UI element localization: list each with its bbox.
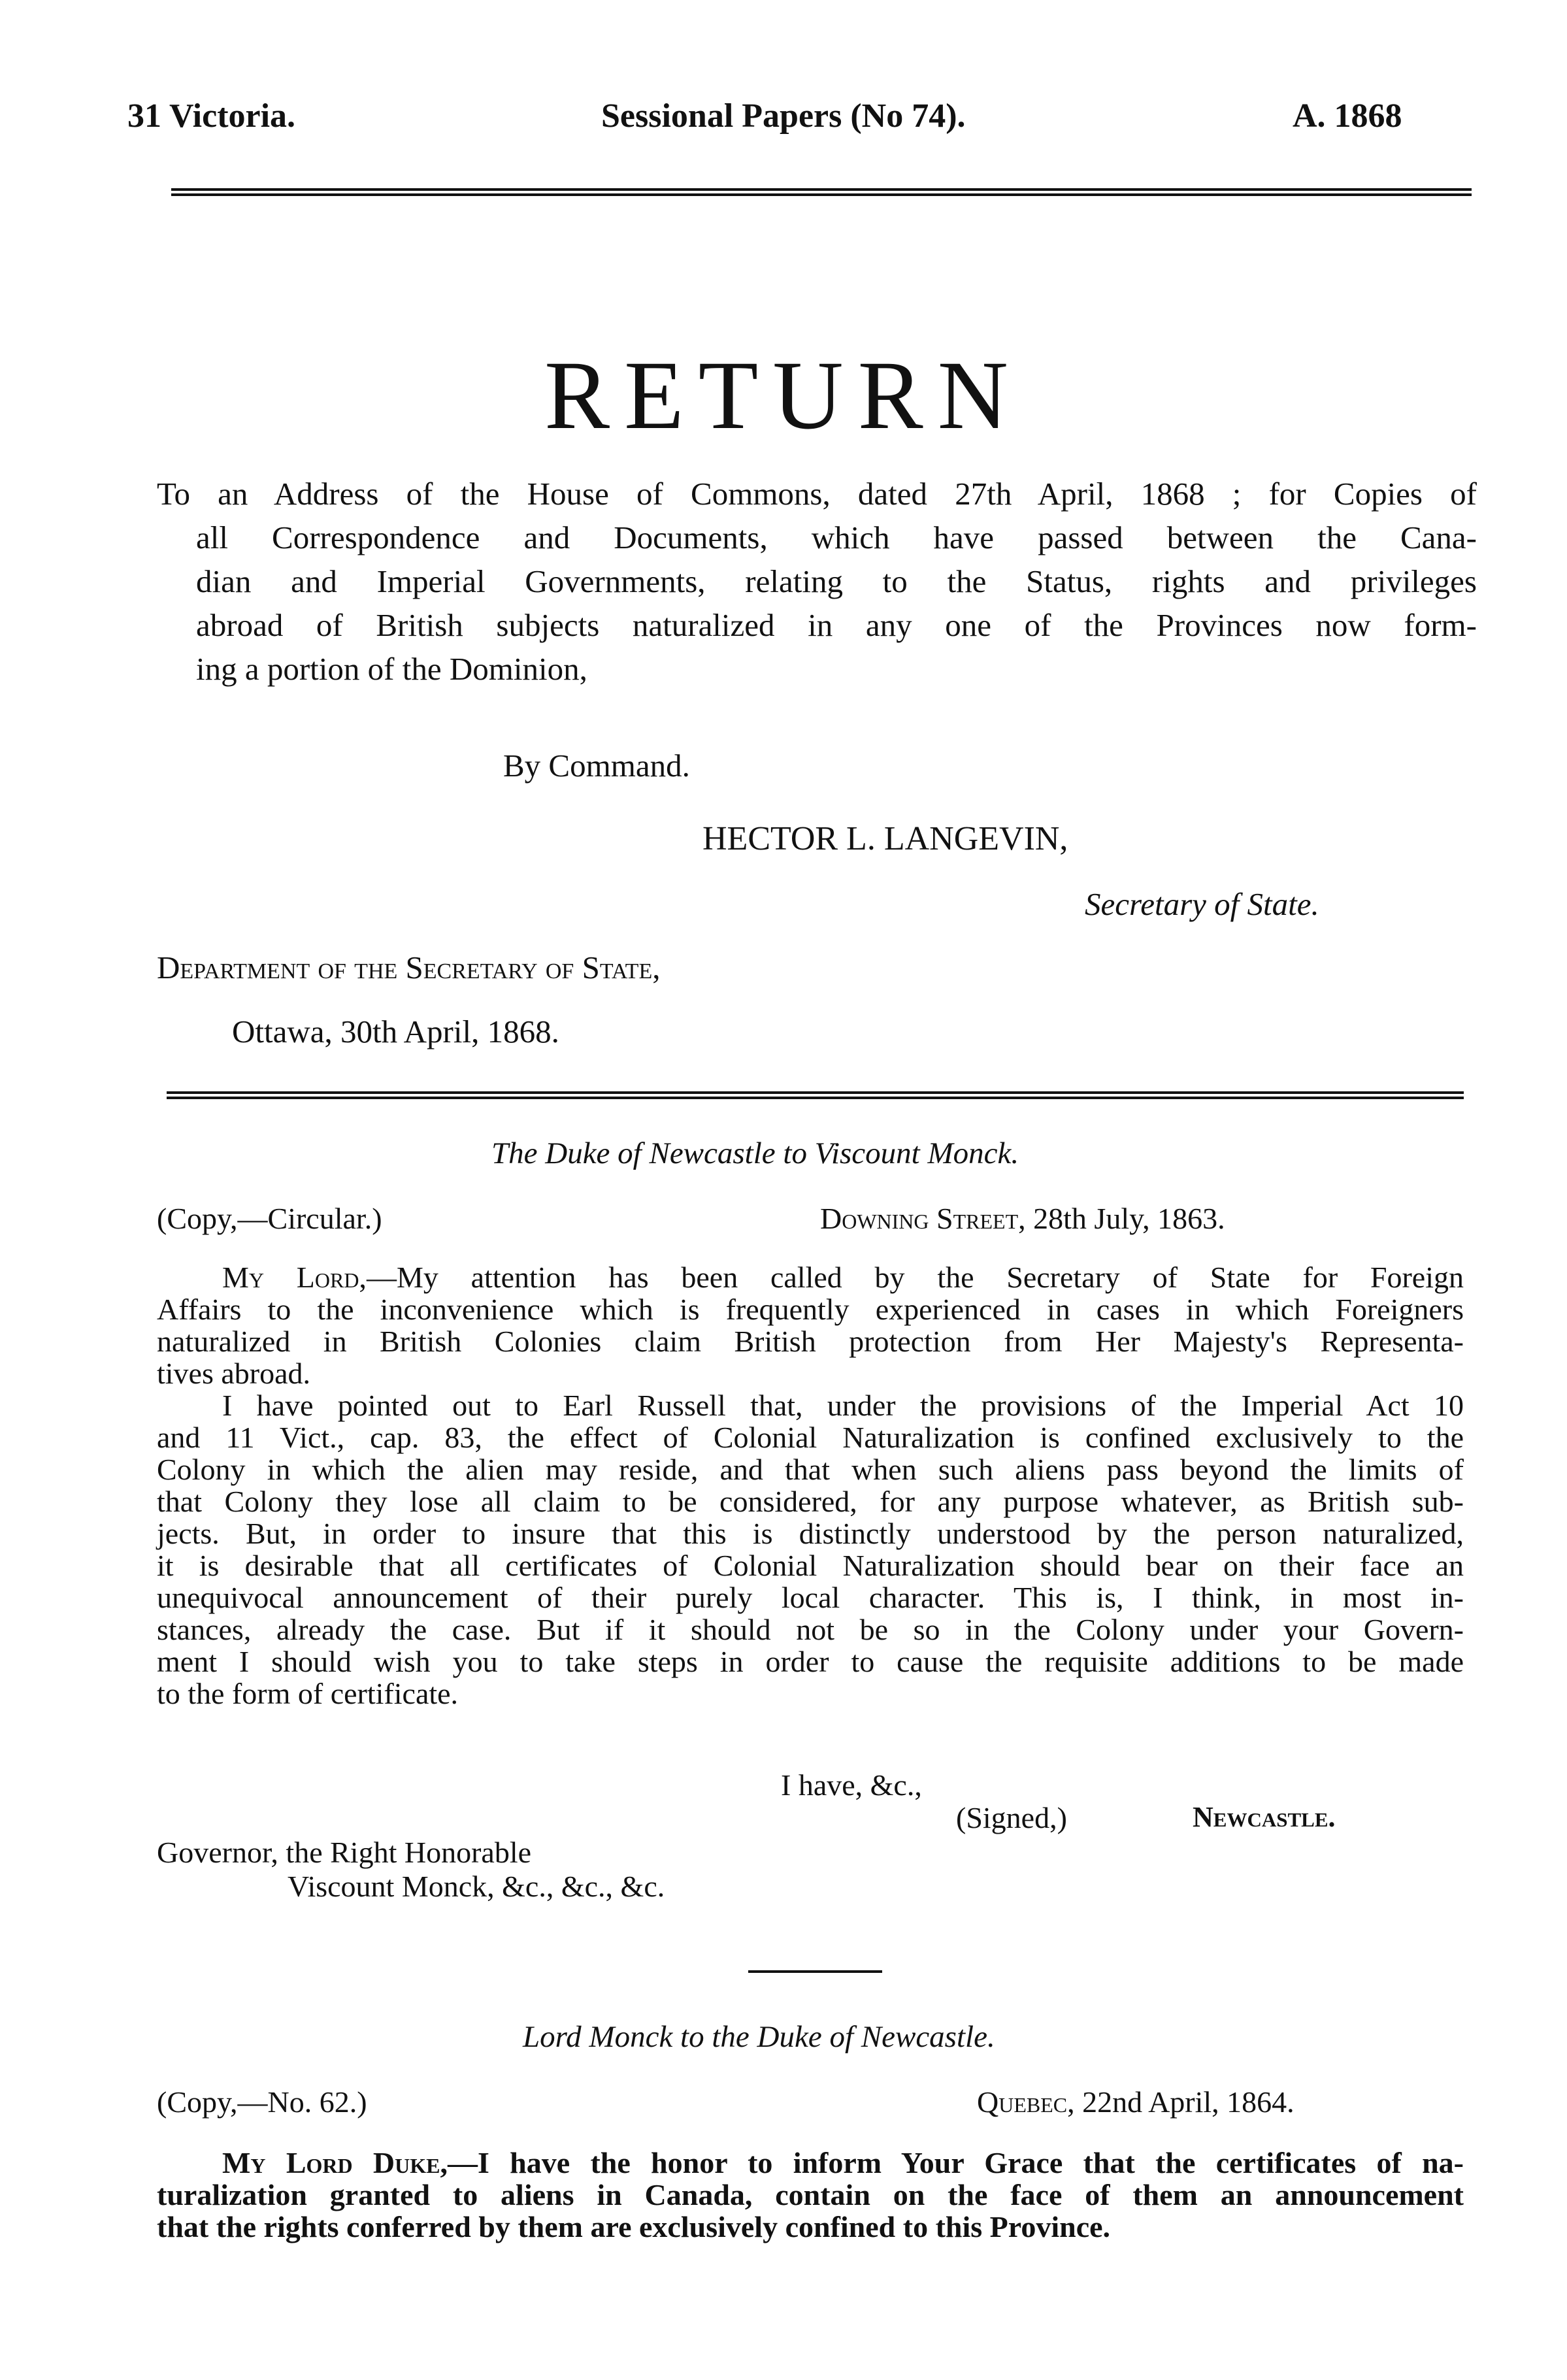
letter1-line: tives abroad. <box>157 1357 311 1390</box>
header-double-rule <box>171 188 1472 196</box>
letter2-line: that the rights conferred by them are exclusively confined to this Province. <box>157 2210 1111 2243</box>
letter2-heading: Lord Monck to the Duke of Newcastle. <box>523 2020 995 2054</box>
letter1-signed: (Signed,) <box>956 1801 1067 1834</box>
letter2-dateline <box>977 2085 1295 2119</box>
letter1-copy-label: (Copy,—Circular.) <box>157 1202 382 1235</box>
letter2-dateline-place: Quebec, <box>977 2085 1075 2119</box>
letter2-salutation: My Lord Duke, <box>222 2146 448 2179</box>
letter1-line: that Colony they lose all claim to be considered, for any purpose whatever, as British sub- <box>157 1485 1464 1518</box>
letter1-dateline-date: 28th July, 1863. <box>1025 1202 1225 1235</box>
header-sessional-papers: Sessional Papers (No 74). <box>601 97 966 135</box>
letter1-dateline-place: Downing Street, <box>820 1202 1026 1235</box>
header-year: A. 1868 <box>1293 97 1402 135</box>
letter1-salutation: My Lord, <box>222 1261 367 1294</box>
letter1-heading: The Duke of Newcastle to Viscount Monck. <box>491 1136 1019 1170</box>
letter1-closing: I have, &c., <box>781 1768 922 1802</box>
letter1-line: Colony in which the alien may reside, and that when such aliens pass beyond the limits of <box>157 1453 1464 1486</box>
letter2-copy-label: (Copy,—No. 62.) <box>157 2085 367 2119</box>
letter2-line: turalization granted to aliens in Canada, contain on the face of them an announcement <box>157 2178 1464 2211</box>
address-line: To an Address of the House of Commons, dated 27th April, 1868 ; for Copies of <box>157 476 1477 512</box>
letter1-line: to the form of certificate. <box>157 1677 459 1710</box>
address-line: dian and Imperial Governments, relating to the Status, rights and privileges <box>196 563 1477 599</box>
address-paragraph <box>157 472 1477 691</box>
section-double-rule <box>167 1091 1464 1099</box>
signatory-title: Secretary of State. <box>1085 886 1319 922</box>
letter-separator-rule <box>748 1970 882 1973</box>
letter1-line: I have pointed out to Earl Russell that, under the provisions of the Imperial Act 10 <box>222 1389 1464 1422</box>
letter1-addressee-line1: Governor, the Right Honorable <box>157 1836 532 1869</box>
letter1-addressee-line2: Viscount Monck, &c., &c., &c. <box>288 1870 665 1903</box>
letter1-line: ment I should wish you to take steps in order to cause the requisite additions to be made <box>157 1645 1464 1678</box>
letter1-line: jects. But, in order to insure that this is distinctly understood by the person naturalized, <box>157 1517 1464 1550</box>
letter1-line: and 11 Vict., cap. 83, the effect of Colonial Naturalization is confined exclusively to the <box>157 1421 1464 1454</box>
by-command: By Command. <box>503 748 690 784</box>
letter1-line: Affairs to the inconvenience which is frequently experienced in cases in which Foreigners <box>157 1293 1464 1326</box>
header-session: 31 Victoria. <box>127 97 296 135</box>
letter2-body <box>157 2147 1464 2243</box>
letter2-line: My Lord Duke,—I have the honor to inform Your Grace that the certificates of na- <box>222 2146 1464 2179</box>
address-line: abroad of British subjects naturalized in any one of the Provinces now form- <box>196 607 1477 643</box>
letter1-line: it is desirable that all certificates of Colonial Naturalization should bear on their face an <box>157 1549 1464 1582</box>
letter1-line: naturalized in British Colonies claim British protection from Her Majesty's Representa- <box>157 1325 1464 1358</box>
letter1-line: My Lord,—My attention has been called by the Secretary of State for Foreign <box>222 1261 1464 1294</box>
letter1-signer: Newcastle. <box>1193 1801 1336 1833</box>
letter1-dateline <box>820 1201 1225 1236</box>
letter1-body <box>157 1261 1464 1710</box>
letter1-line: unequivocal announcement of their purely local character. This is, I think, in most in- <box>157 1581 1464 1614</box>
place-date-line: Ottawa, 30th April, 1868. <box>232 1014 559 1050</box>
letter1-line: stances, already the case. But if it should not be so in the Colony under your Govern- <box>157 1613 1464 1646</box>
address-line: all Correspondence and Documents, which have passed between the Cana- <box>196 520 1477 555</box>
document-title: RETURN <box>544 341 1023 450</box>
letter2-dateline-date: 22nd April, 1864. <box>1074 2085 1295 2119</box>
signatory-name: HECTOR L. LANGEVIN, <box>702 820 1068 857</box>
address-line: ing a portion of the Dominion, <box>196 651 587 687</box>
department-line: Department of the Secretary of State, <box>157 950 661 985</box>
